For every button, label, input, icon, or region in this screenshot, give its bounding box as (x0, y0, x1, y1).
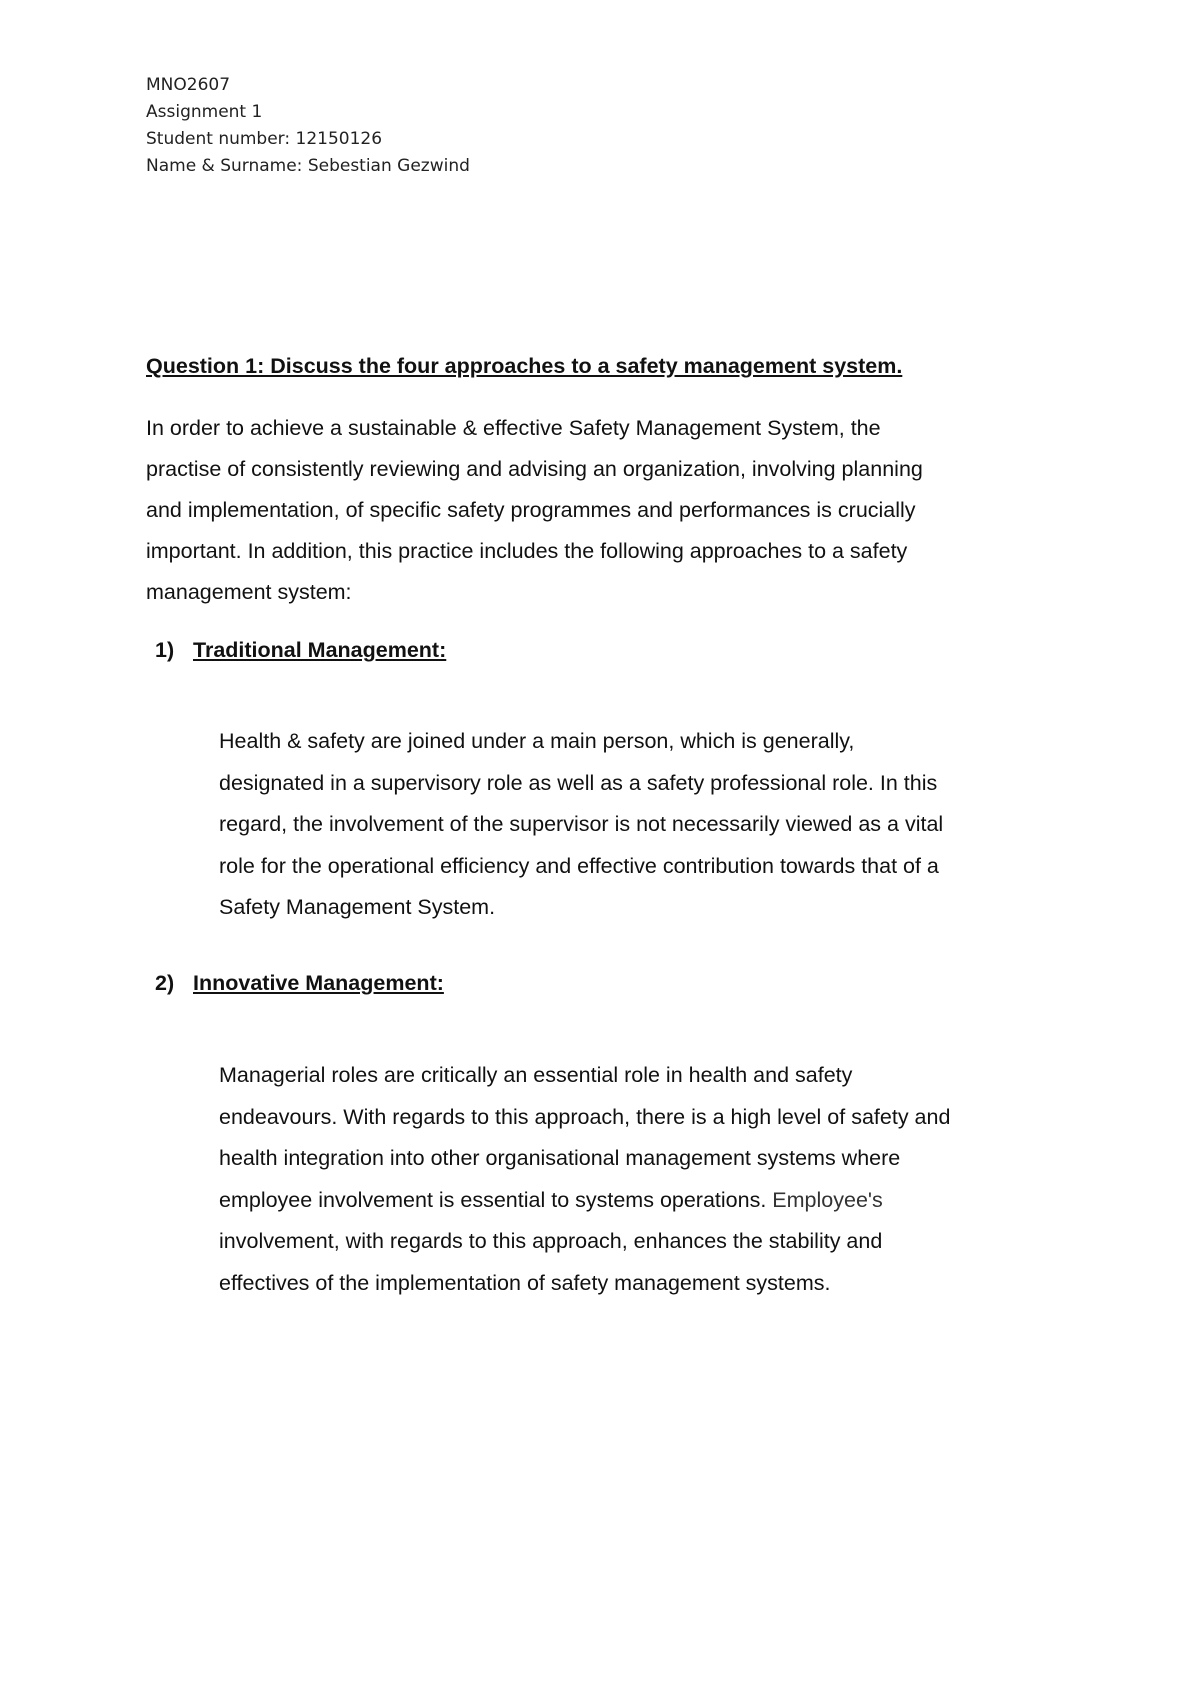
paragraph-line: role for the operational efficiency and effective contribution towards that of a (219, 853, 939, 878)
approach-number: 1) (155, 638, 175, 662)
intro-line: and implementation, of specific safety programmes and performances is crucially (146, 498, 916, 522)
approach-heading-traditional (155, 638, 446, 663)
paragraph-line-tail: Employee's (766, 1187, 883, 1212)
student-name: Name & Surname: Sebestian Gezwind (146, 156, 470, 176)
paragraph-line: Health & safety are joined under a main person, which is generally, (219, 729, 855, 753)
paragraph-line: regard, the involvement of the supervisor is not necessarily viewed as a vital (219, 812, 944, 836)
student-number: Student number: 12150126 (146, 129, 383, 149)
question-title: Question 1: Discuss the four approaches to a safety management system. (146, 354, 903, 378)
paragraph-line: involvement, with regards to this approach, enhances the stability and (219, 1229, 883, 1253)
approach-heading-innovative (155, 971, 444, 996)
paragraph-line: designated in a supervisory role as well as a safety professional role. In this (219, 770, 938, 795)
intro-line: management system: (146, 580, 352, 604)
paragraph-line: effectives of the implementation of safety management systems. (219, 1270, 831, 1295)
paragraph-line (219, 1180, 1089, 1222)
approach-number: 2) (155, 971, 175, 995)
intro-line: In order to achieve a sustainable & effective Safety Management System, the (146, 416, 881, 440)
approach-title: Innovative Management: (193, 971, 444, 995)
paragraph-line: health integration into other organisational management systems where (219, 1146, 901, 1170)
intro-line: important. In addition, this practice includes the following approaches to a safety (146, 539, 908, 563)
approach-title: Traditional Management: (193, 638, 447, 662)
paragraph-line: Safety Management System. (219, 895, 496, 919)
paragraph-line: Managerial roles are critically an essential role in health and safety (219, 1063, 853, 1087)
paragraph-line: endeavours. With regards to this approach, there is a high level of safety and (219, 1104, 951, 1129)
approach-paragraph-traditional (219, 721, 1089, 929)
assignment-label: Assignment 1 (146, 102, 263, 122)
approach-paragraph-innovative (219, 1055, 1089, 1304)
intro-line: practise of consistently reviewing and advising an organization, involving planning (146, 457, 923, 481)
document-header (146, 72, 470, 180)
paragraph-line-start: employee involvement is essential to systems operations. (219, 1187, 767, 1212)
course-code: MNO2607 (146, 75, 231, 95)
intro-paragraph (146, 408, 1066, 613)
